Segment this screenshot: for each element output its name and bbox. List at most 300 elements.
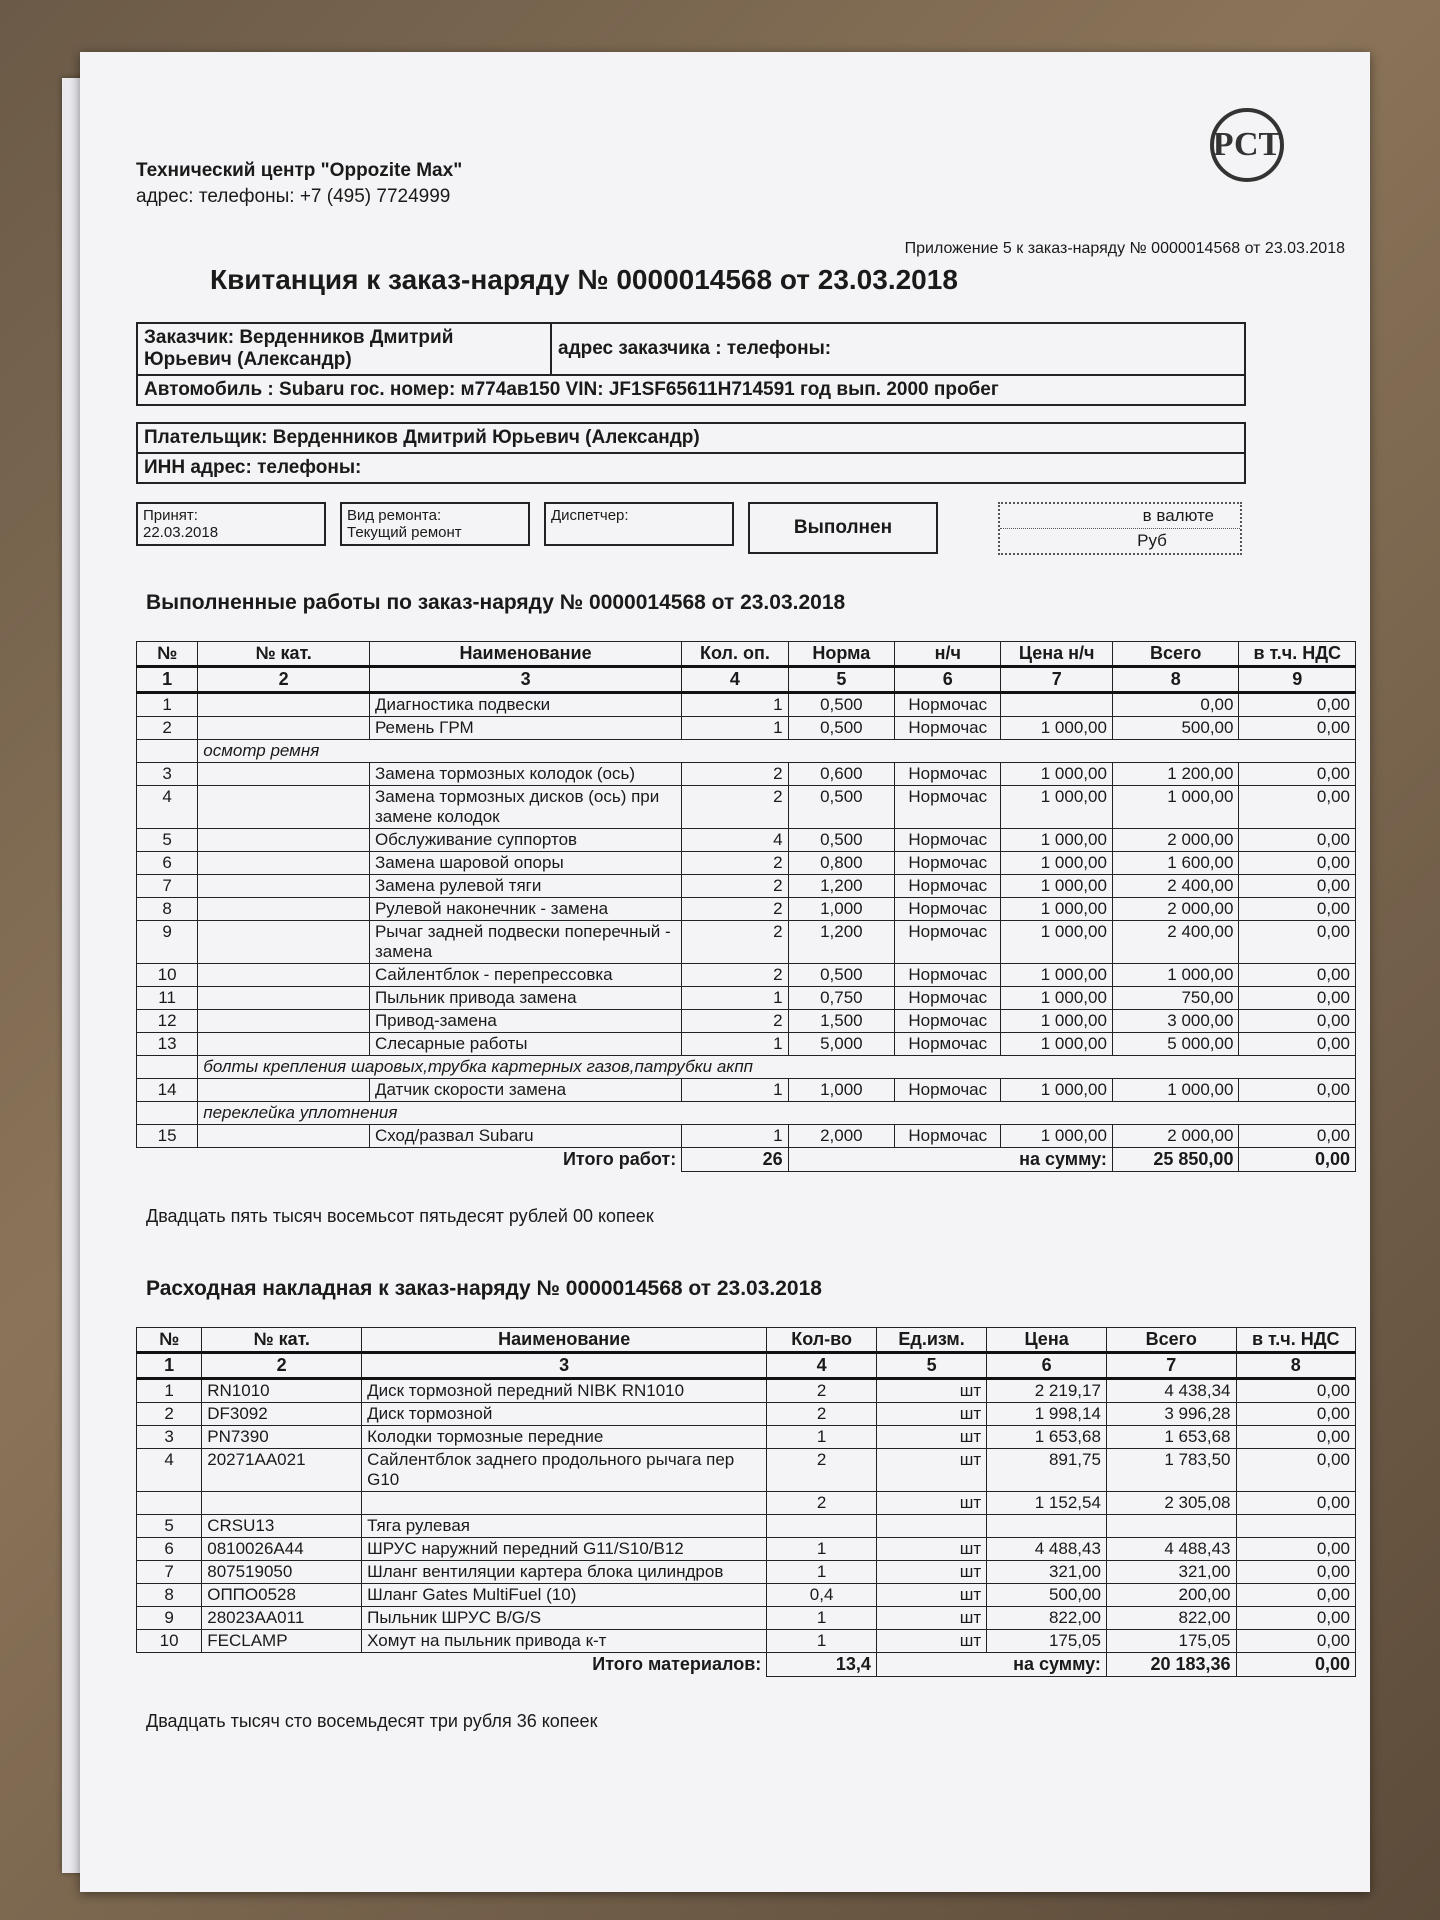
works-note-row	[137, 740, 1356, 763]
work-number: 7	[137, 875, 198, 898]
material-price	[987, 1515, 1107, 1538]
work-unit: Нормочас	[895, 693, 1001, 717]
work-vat: 0,00	[1239, 1010, 1356, 1033]
work-catalog-number	[198, 852, 370, 875]
material-name: Диск тормозной передний NIBK RN1010	[362, 1379, 767, 1403]
materials-col-header: Кол-во	[767, 1328, 877, 1353]
work-unit: Нормочас	[895, 964, 1001, 987]
material-total: 1 783,50	[1106, 1449, 1236, 1492]
work-name: Замена шаровой опоры	[369, 852, 681, 875]
material-price: 4 488,43	[987, 1538, 1107, 1561]
work-vat: 0,00	[1239, 1033, 1356, 1056]
works-note-row	[137, 1056, 1356, 1079]
material-number: 3	[137, 1426, 202, 1449]
works-number-row	[137, 667, 1356, 693]
materials-col-number: 5	[876, 1353, 986, 1379]
material-vat: 0,00	[1236, 1538, 1355, 1561]
material-vat: 0,00	[1236, 1630, 1355, 1653]
material-unit: шт	[876, 1561, 986, 1584]
material-vat: 0,00	[1236, 1449, 1355, 1492]
work-total: 2 400,00	[1112, 875, 1239, 898]
materials-row	[137, 1630, 1356, 1653]
material-price: 1 152,54	[987, 1492, 1107, 1515]
work-norm: 0,500	[788, 693, 894, 717]
material-name: Колодки тормозные передние	[362, 1426, 767, 1449]
dispatcher-label: Диспетчер:	[551, 507, 629, 524]
work-number: 9	[137, 921, 198, 964]
materials-table	[136, 1327, 1356, 1677]
work-price: 1 000,00	[1001, 1125, 1112, 1148]
work-qty: 2	[682, 852, 788, 875]
work-catalog-number	[198, 829, 370, 852]
material-catalog-number: RN1010	[202, 1379, 362, 1403]
works-row	[137, 717, 1356, 740]
work-catalog-number	[198, 1033, 370, 1056]
work-qty: 1	[682, 987, 788, 1010]
works-row	[137, 964, 1356, 987]
work-norm: 0,500	[788, 717, 894, 740]
order-info-row	[136, 502, 1361, 555]
work-note: болты крепления шаровых,трубка картерных газов,патрубки акпп	[198, 1056, 1356, 1079]
materials-total-row	[137, 1653, 1356, 1677]
work-price: 1 000,00	[1001, 1033, 1112, 1056]
work-catalog-number	[198, 1010, 370, 1033]
work-number: 4	[137, 786, 198, 829]
materials-col-header: Ед.изм.	[876, 1328, 986, 1353]
material-total: 2 305,08	[1106, 1492, 1236, 1515]
material-qty: 1	[767, 1426, 877, 1449]
work-total: 1 200,00	[1112, 763, 1239, 786]
work-name: Рулевой наконечник - замена	[369, 898, 681, 921]
work-qty: 2	[682, 921, 788, 964]
currency-box	[998, 502, 1242, 555]
work-vat: 0,00	[1239, 1079, 1356, 1102]
work-total: 750,00	[1112, 987, 1239, 1010]
work-qty: 2	[682, 763, 788, 786]
material-catalog-number: DF3092	[202, 1403, 362, 1426]
work-vat: 0,00	[1239, 921, 1356, 964]
works-total-label: Итого работ:	[562, 1149, 677, 1169]
work-price: 1 000,00	[1001, 763, 1112, 786]
works-col-header: Наименование	[369, 642, 681, 667]
material-number: 10	[137, 1630, 202, 1653]
works-col-number: 1	[137, 667, 198, 693]
work-norm: 0,750	[788, 987, 894, 1010]
accepted-box	[136, 502, 326, 546]
work-name: Привод-замена	[369, 1010, 681, 1033]
materials-row	[137, 1607, 1356, 1630]
works-col-number: 2	[198, 667, 370, 693]
car-info: Автомобиль : Subaru гос. номер: м774ав150 VIN: JF1SF65611H714591 год вып. 2000 пробег	[137, 375, 1245, 405]
material-number: 7	[137, 1561, 202, 1584]
materials-row	[137, 1515, 1356, 1538]
works-total-row	[137, 1148, 1356, 1172]
work-total: 1 600,00	[1112, 852, 1239, 875]
work-vat: 0,00	[1239, 717, 1356, 740]
work-name: Рычаг задней подвески поперечный - замена	[369, 921, 681, 964]
works-row	[137, 763, 1356, 786]
material-number: 5	[137, 1515, 202, 1538]
work-norm: 1,200	[788, 875, 894, 898]
receipt-document	[80, 52, 1370, 1892]
material-name	[362, 1492, 767, 1515]
work-price	[1001, 693, 1112, 717]
material-total	[1106, 1515, 1236, 1538]
materials-row	[137, 1449, 1356, 1492]
work-total: 2 400,00	[1112, 921, 1239, 964]
work-catalog-number	[198, 987, 370, 1010]
work-total: 500,00	[1112, 717, 1239, 740]
works-col-number: 6	[895, 667, 1001, 693]
work-number: 15	[137, 1125, 198, 1148]
material-vat: 0,00	[1236, 1584, 1355, 1607]
document-body	[136, 102, 1361, 1732]
work-price: 1 000,00	[1001, 875, 1112, 898]
materials-col-header: Всего	[1106, 1328, 1236, 1353]
works-col-header: Норма	[788, 642, 894, 667]
work-number: 1	[137, 693, 198, 717]
materials-row	[137, 1538, 1356, 1561]
material-catalog-number: FECLAMP	[202, 1630, 362, 1653]
material-catalog-number: 0810026A44	[202, 1538, 362, 1561]
status-box: Выполнен	[748, 502, 938, 554]
materials-row	[137, 1561, 1356, 1584]
work-unit: Нормочас	[895, 987, 1001, 1010]
works-total-sum: 25 850,00	[1112, 1148, 1239, 1172]
material-catalog-number	[202, 1492, 362, 1515]
material-total: 4 488,43	[1106, 1538, 1236, 1561]
customer-name: Заказчик: Верденников Дмитрий Юрьевич (Александр)	[137, 323, 551, 375]
work-vat: 0,00	[1239, 987, 1356, 1010]
note-spacer	[137, 740, 198, 763]
materials-col-header: в т.ч. НДС	[1236, 1328, 1355, 1353]
material-total: 200,00	[1106, 1584, 1236, 1607]
work-total: 5 000,00	[1112, 1033, 1239, 1056]
work-vat: 0,00	[1239, 1125, 1356, 1148]
works-row	[137, 786, 1356, 829]
materials-row	[137, 1426, 1356, 1449]
works-note-row	[137, 1102, 1356, 1125]
materials-col-number: 8	[1236, 1353, 1355, 1379]
work-vat: 0,00	[1239, 964, 1356, 987]
work-name: Замена тормозных дисков (ось) при замене колодок	[369, 786, 681, 829]
material-total: 1 653,68	[1106, 1426, 1236, 1449]
works-body	[137, 693, 1356, 1148]
work-qty: 1	[682, 1033, 788, 1056]
work-norm: 0,500	[788, 829, 894, 852]
work-name: Слесарные работы	[369, 1033, 681, 1056]
material-catalog-number: 20271AA021	[202, 1449, 362, 1492]
work-total: 1 000,00	[1112, 1079, 1239, 1102]
material-vat: 0,00	[1236, 1492, 1355, 1515]
material-number: 9	[137, 1607, 202, 1630]
work-number: 12	[137, 1010, 198, 1033]
work-number: 6	[137, 852, 198, 875]
work-name: Обслуживание суппортов	[369, 829, 681, 852]
work-price: 1 000,00	[1001, 852, 1112, 875]
material-vat: 0,00	[1236, 1426, 1355, 1449]
work-price: 1 000,00	[1001, 829, 1112, 852]
materials-col-number: 6	[987, 1353, 1107, 1379]
works-sum-in-words: Двадцать пять тысяч восемьсот пятьдесят рублей 00 копеек	[146, 1206, 654, 1226]
works-col-number: 4	[682, 667, 788, 693]
work-name: Замена рулевой тяги	[369, 875, 681, 898]
works-row	[137, 1125, 1356, 1148]
work-price: 1 000,00	[1001, 898, 1112, 921]
works-row	[137, 1079, 1356, 1102]
work-unit: Нормочас	[895, 1033, 1001, 1056]
materials-header-row	[137, 1328, 1356, 1353]
material-qty: 0,4	[767, 1584, 877, 1607]
work-qty: 2	[682, 964, 788, 987]
work-total: 2 000,00	[1112, 829, 1239, 852]
material-qty: 2	[767, 1379, 877, 1403]
repair-type-label: Вид ремонта:	[347, 507, 442, 524]
materials-body	[137, 1379, 1356, 1653]
materials-col-header: № кат.	[202, 1328, 362, 1353]
material-unit: шт	[876, 1538, 986, 1561]
materials-total-sum: 20 183,36	[1106, 1653, 1236, 1677]
work-unit: Нормочас	[895, 898, 1001, 921]
work-catalog-number	[198, 1079, 370, 1102]
material-vat	[1236, 1515, 1355, 1538]
materials-col-number: 7	[1106, 1353, 1236, 1379]
material-name: Тяга рулевая	[362, 1515, 767, 1538]
work-qty: 2	[682, 898, 788, 921]
material-qty: 1	[767, 1630, 877, 1653]
work-total: 1 000,00	[1112, 786, 1239, 829]
payer-inn: ИНН адрес: телефоны:	[137, 453, 1245, 483]
work-number: 10	[137, 964, 198, 987]
work-norm: 0,500	[788, 786, 894, 829]
work-total: 2 000,00	[1112, 1125, 1239, 1148]
work-catalog-number	[198, 964, 370, 987]
works-table	[136, 641, 1356, 1172]
repair-type-value: Текущий ремонт	[347, 524, 462, 541]
material-price: 175,05	[987, 1630, 1107, 1653]
material-vat: 0,00	[1236, 1403, 1355, 1426]
material-name: Шланг вентиляции картера блока цилиндров	[362, 1561, 767, 1584]
dispatcher-box	[544, 502, 734, 546]
work-vat: 0,00	[1239, 786, 1356, 829]
material-catalog-number: 28023AA011	[202, 1607, 362, 1630]
note-spacer	[137, 1102, 198, 1125]
accepted-date: 22.03.2018	[143, 524, 219, 541]
material-name: Хомут на пыльник привода к-т	[362, 1630, 767, 1653]
material-price: 891,75	[987, 1449, 1107, 1492]
material-unit: шт	[876, 1607, 986, 1630]
repair-type-box	[340, 502, 530, 546]
work-qty: 2	[682, 875, 788, 898]
work-vat: 0,00	[1239, 763, 1356, 786]
materials-col-number: 1	[137, 1353, 202, 1379]
work-catalog-number	[198, 1125, 370, 1148]
material-total: 175,05	[1106, 1630, 1236, 1653]
works-col-number: 9	[1239, 667, 1356, 693]
work-price: 1 000,00	[1001, 964, 1112, 987]
work-name: Ремень ГРМ	[369, 717, 681, 740]
document-title: Квитанция к заказ-наряду № 0000014568 от 23.03.2018	[210, 264, 958, 295]
work-price: 1 000,00	[1001, 786, 1112, 829]
material-number: 1	[137, 1379, 202, 1403]
works-row	[137, 693, 1356, 717]
company-address: адрес: телефоны: +7 (495) 7724999	[136, 186, 451, 207]
material-price: 822,00	[987, 1607, 1107, 1630]
material-unit: шт	[876, 1426, 986, 1449]
material-catalog-number: CRSU13	[202, 1515, 362, 1538]
works-total-vat: 0,00	[1239, 1148, 1356, 1172]
work-total: 1 000,00	[1112, 964, 1239, 987]
work-vat: 0,00	[1239, 852, 1356, 875]
works-sum-label: на сумму:	[788, 1148, 1112, 1172]
material-number: 8	[137, 1584, 202, 1607]
work-norm: 1,200	[788, 921, 894, 964]
currency-value: Руб	[1000, 528, 1240, 553]
customer-address: адрес заказчика : телефоны:	[551, 323, 1245, 375]
work-catalog-number	[198, 898, 370, 921]
work-unit: Нормочас	[895, 717, 1001, 740]
appendix-note: Приложение 5 к заказ-наряду № 0000014568 от 23.03.2018	[904, 240, 1345, 257]
material-price: 1 653,68	[987, 1426, 1107, 1449]
work-number: 2	[137, 717, 198, 740]
material-qty: 2	[767, 1403, 877, 1426]
work-name: Пыльник привода замена	[369, 987, 681, 1010]
materials-title: Расходная накладная к заказ-наряду № 0000014568 от 23.03.2018	[146, 1277, 822, 1300]
material-unit: шт	[876, 1584, 986, 1607]
rst-certification-logo: РСТ	[1210, 108, 1284, 182]
work-norm: 1,500	[788, 1010, 894, 1033]
material-catalog-number: 807519050	[202, 1561, 362, 1584]
material-unit: шт	[876, 1449, 986, 1492]
materials-total-vat: 0,00	[1236, 1653, 1355, 1677]
material-catalog-number: PN7390	[202, 1426, 362, 1449]
material-qty: 2	[767, 1449, 877, 1492]
work-norm: 5,000	[788, 1033, 894, 1056]
work-unit: Нормочас	[895, 1079, 1001, 1102]
materials-col-header: Наименование	[362, 1328, 767, 1353]
material-qty: 1	[767, 1607, 877, 1630]
works-row	[137, 875, 1356, 898]
works-row	[137, 1033, 1356, 1056]
payer-box	[136, 422, 1246, 484]
works-col-header: Цена н/ч	[1001, 642, 1112, 667]
materials-sum-in-words: Двадцать тысяч сто восемьдесят три рубля 36 копеек	[146, 1711, 598, 1731]
work-qty: 2	[682, 786, 788, 829]
work-number: 5	[137, 829, 198, 852]
works-col-header: Кол. оп.	[682, 642, 788, 667]
work-note: осмотр ремня	[198, 740, 1356, 763]
works-col-header: № кат.	[198, 642, 370, 667]
materials-col-number: 2	[202, 1353, 362, 1379]
materials-sum-label: на сумму:	[876, 1653, 1106, 1677]
materials-col-header: Цена	[987, 1328, 1107, 1353]
work-name: Сайлентблок - перепрессовка	[369, 964, 681, 987]
works-col-header: Всего	[1112, 642, 1239, 667]
payer-name: Плательщик: Верденников Дмитрий Юрьевич (Александр)	[137, 423, 1245, 453]
material-vat: 0,00	[1236, 1379, 1355, 1403]
materials-row	[137, 1492, 1356, 1515]
material-name: Шланг Gates MultiFuel (10)	[362, 1584, 767, 1607]
material-catalog-number: ОППО0528	[202, 1584, 362, 1607]
material-name: Сайлентблок заднего продольного рычага пер G10	[362, 1449, 767, 1492]
material-name: Диск тормозной	[362, 1403, 767, 1426]
material-qty: 1	[767, 1561, 877, 1584]
work-qty: 4	[682, 829, 788, 852]
material-price: 321,00	[987, 1561, 1107, 1584]
work-unit: Нормочас	[895, 763, 1001, 786]
accepted-label: Принят:	[143, 507, 198, 524]
material-total: 321,00	[1106, 1561, 1236, 1584]
materials-row	[137, 1403, 1356, 1426]
material-total: 3 996,28	[1106, 1403, 1236, 1426]
material-qty: 1	[767, 1538, 877, 1561]
material-qty: 2	[767, 1492, 877, 1515]
materials-row	[137, 1584, 1356, 1607]
work-qty: 1	[682, 717, 788, 740]
work-number: 3	[137, 763, 198, 786]
material-unit: шт	[876, 1492, 986, 1515]
works-col-header: №	[137, 642, 198, 667]
material-unit: шт	[876, 1403, 986, 1426]
works-col-number: 5	[788, 667, 894, 693]
works-title: Выполненные работы по заказ-наряду № 0000014568 от 23.03.2018	[146, 591, 846, 614]
materials-col-number: 4	[767, 1353, 877, 1379]
works-row	[137, 987, 1356, 1010]
work-qty: 1	[682, 693, 788, 717]
material-unit: шт	[876, 1379, 986, 1403]
works-col-header: в т.ч. НДС	[1239, 642, 1356, 667]
currency-label: в валюте	[1142, 506, 1214, 525]
materials-row	[137, 1379, 1356, 1403]
material-vat: 0,00	[1236, 1607, 1355, 1630]
works-row	[137, 1010, 1356, 1033]
work-unit: Нормочас	[895, 875, 1001, 898]
work-number: 13	[137, 1033, 198, 1056]
work-vat: 0,00	[1239, 898, 1356, 921]
materials-col-header: №	[137, 1328, 202, 1353]
work-vat: 0,00	[1239, 829, 1356, 852]
material-price: 500,00	[987, 1584, 1107, 1607]
work-price: 1 000,00	[1001, 1079, 1112, 1102]
work-unit: Нормочас	[895, 921, 1001, 964]
works-header-row	[137, 642, 1356, 667]
works-row	[137, 829, 1356, 852]
work-number: 11	[137, 987, 198, 1010]
work-total: 2 000,00	[1112, 898, 1239, 921]
material-unit	[876, 1515, 986, 1538]
work-number: 14	[137, 1079, 198, 1102]
work-qty: 1	[682, 1079, 788, 1102]
work-name: Датчик скорости замена	[369, 1079, 681, 1102]
work-catalog-number	[198, 921, 370, 964]
works-row	[137, 921, 1356, 964]
works-col-header: н/ч	[895, 642, 1001, 667]
material-qty	[767, 1515, 877, 1538]
work-total: 3 000,00	[1112, 1010, 1239, 1033]
work-vat: 0,00	[1239, 875, 1356, 898]
materials-number-row	[137, 1353, 1356, 1379]
customer-box	[136, 322, 1246, 406]
work-vat: 0,00	[1239, 693, 1356, 717]
work-catalog-number	[198, 717, 370, 740]
work-norm: 2,000	[788, 1125, 894, 1148]
note-spacer	[137, 1056, 198, 1079]
material-name: ШРУС наружний передний G11/S10/B12	[362, 1538, 767, 1561]
work-number: 8	[137, 898, 198, 921]
material-unit: шт	[876, 1630, 986, 1653]
material-name: Пыльник ШРУС B/G/S	[362, 1607, 767, 1630]
work-name: Замена тормозных колодок (ось)	[369, 763, 681, 786]
